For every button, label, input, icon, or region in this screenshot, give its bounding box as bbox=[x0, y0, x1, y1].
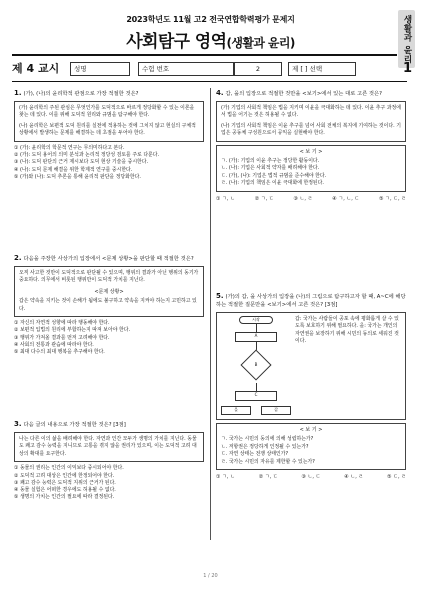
question-4-answer-4[interactable]: ④ ㄱ, ㄴ, ㄷ bbox=[332, 195, 360, 202]
question-3-choice-4[interactable]: ④ 동물 실험은 어떠한 경우에도 허용될 수 없다. bbox=[14, 487, 116, 494]
question-5-flowchart bbox=[221, 316, 291, 416]
question-2-choice-5[interactable]: ⑤ 최대 다수의 최대 행복을 추구해야 한다. bbox=[14, 349, 105, 356]
question-5-passage: 갑: 국가는 사람들이 공포 속에 평화롭게 살 수 있도록 보호하기 위해 필요하다. 을: 국가는 개인의 자연권을 보장하기 위해 시민의 동의로 세워진 것이다. bbox=[295, 316, 399, 345]
flowchart-node-c: C bbox=[235, 391, 277, 401]
question-1-passage-ga: (가) 윤리학의 주된 관심은 무엇인가를 도덕적으로 바르게 정당화할 수 있는 이론을 찾는 데 있다. 이를 위해 도덕적 원리와 규범을 탐구해야 한다. bbox=[19, 105, 195, 119]
question-5-answer-4[interactable]: ④ ㄴ, ㄹ bbox=[344, 474, 364, 481]
question-4-answer-1[interactable]: ① ㄱ, ㄴ bbox=[216, 195, 235, 202]
question-1-number: 1. bbox=[14, 89, 22, 97]
question-1-choice-1[interactable]: ① (가): 윤리학의 학문적 연구는 무의미하다고 본다. bbox=[14, 144, 125, 151]
question-2-choice-3[interactable]: ③ 행위가 가져올 결과를 먼저 고려해야 한다. bbox=[14, 334, 110, 341]
page-number: 1 bbox=[402, 61, 412, 76]
info-row bbox=[12, 60, 412, 78]
info-rule bbox=[12, 81, 407, 82]
flowchart-end-gap: 갑 bbox=[261, 406, 291, 415]
question-4-text: 갑, 을의 입장으로 적절한 것만을 <보기>에서 있는 대로 고른 것은? bbox=[225, 91, 382, 97]
question-3-choice-1[interactable]: ① 동물의 권리는 인간의 이익보다 중시되어야 한다. bbox=[14, 465, 124, 472]
question-2-number: 2. bbox=[14, 254, 22, 262]
exam-title: 2023학년도 11월 고2 전국연합학력평가 문제지 bbox=[126, 15, 295, 24]
question-2-passage-box bbox=[14, 266, 204, 317]
column-divider bbox=[210, 88, 211, 540]
flowchart-node-b: B bbox=[254, 362, 258, 367]
question-5-stem bbox=[216, 292, 406, 309]
question-4-passage-box bbox=[216, 101, 406, 142]
question-5-bogi-2: ㄴ. 저항권은 정당하게 인정될 수 있는가? bbox=[221, 443, 309, 450]
question-5-answer-5[interactable]: ⑤ ㄷ, ㄹ bbox=[387, 474, 406, 481]
flowchart-node-a: A bbox=[235, 332, 277, 342]
question-2-situation-title: <문제 상황> bbox=[94, 288, 124, 295]
question-2-choice-2[interactable]: ② 보편적 입법의 원리에 부합하는지 따져 보아야 한다. bbox=[14, 327, 131, 334]
question-3-passage-box bbox=[14, 432, 204, 462]
question-2-choice-1[interactable]: ① 자신의 자연적 성향에 따라 행동해야 한다. bbox=[14, 320, 110, 327]
question-5-answer-3[interactable]: ③ ㄴ, ㄷ bbox=[301, 474, 321, 481]
question-4-passage-na: (나) 기업의 사회적 책임은 이윤 추구를 넘어 사회 전체의 복지에 기여하는 것이다. 기업은 공동체 구성원으로서 공익을 실현해야 한다. bbox=[221, 122, 401, 137]
question-5-answer-1[interactable]: ① ㄱ, ㄴ bbox=[216, 474, 235, 481]
header-rule bbox=[12, 54, 397, 56]
question-5-text: (가)의 갑, 을 사상가의 입장을 (나)의 그림으로 탐구하고자 할 때, A~C에 해당하는 적절한 질문만을 <보기>에서 고른 것은? [3점] bbox=[216, 294, 406, 308]
question-1-passage-na: (나) 윤리학은 보편적 도덕 원리를 실천에 적용하는 것에 그치지 않고 현실의 구체적 상황에서 발생하는 문제를 해결하는 데 초점을 두어야 한다. bbox=[19, 122, 196, 137]
question-4-bogi-3: ㄷ. (가), (나): 기업은 법적 규범을 준수해야 한다. bbox=[221, 172, 327, 179]
question-3-choice-3[interactable]: ③ 쾌고 감수 능력은 도덕적 지위의 근거가 된다. bbox=[14, 479, 116, 486]
question-2-passage: 오직 사고한 것만이 도덕적으로 판단될 수 있으며, 행위의 결과가 아닌 행위의 동기가 중요하다. 의무에서 비롯된 행위만이 도덕적 가치를 지닌다. bbox=[19, 270, 199, 284]
question-4-passage-ga: (가) 기업의 사회적 책임은 법을 지키며 이윤을 극대화하는 데 있다. 이윤 추구 과정에서 법을 어기는 것은 허용될 수 없다. bbox=[221, 105, 401, 119]
question-5-answer-2[interactable]: ② ㄱ, ㄷ bbox=[258, 474, 278, 481]
name-label: 성명 bbox=[74, 65, 87, 73]
question-4-answer-5[interactable]: ⑤ ㄱ, ㄷ, ㄹ bbox=[379, 195, 406, 202]
flowchart-start: 시작 bbox=[239, 316, 273, 324]
flowchart-end-eul: 을 bbox=[221, 406, 251, 415]
question-1-choice-4[interactable]: ④ (나): 도덕 문제 해결을 위한 학제적 연구를 중시한다. bbox=[14, 166, 133, 173]
question-3-choice-2[interactable]: ② 도덕적 고려 대상은 인간에 한정되어야 한다. bbox=[14, 472, 115, 479]
exam-number-digit bbox=[234, 62, 282, 76]
question-5-bogi-1: ㄱ. 국가는 시민의 동의에 의해 성립하는가? bbox=[221, 436, 314, 443]
question-5-passage-box bbox=[216, 312, 406, 420]
question-2-text: 다음을 주장한 사상가의 입장에서 <문제 상황>을 판단할 때 적절한 것은? bbox=[23, 256, 194, 262]
question-1-choice-3[interactable]: ③ (나): 도덕 판단의 근거 제시보다 도덕 현상 기술을 중시한다. bbox=[14, 159, 149, 166]
question-3-passage: 나는 다른 이의 삶을 배려해야 한다. 자연과 인간 모두가 생명의 가치를 지닌다. 동물도 쾌고 감수 능력을 지니므로 고통을 겪지 않을 권리가 있으며, 이는 도덕적 고려 대상의 확대를 요구한다. bbox=[19, 436, 197, 457]
question-4-stem bbox=[216, 89, 406, 98]
question-5-bogi-4: ㄹ. 국가는 시민의 자유를 제한할 수 있는가? bbox=[221, 458, 315, 465]
subject-main: 사회탐구 영역 bbox=[126, 32, 227, 52]
question-1-text: (가), (나)의 윤리학적 관점으로 가장 적절한 것은? bbox=[23, 91, 139, 97]
question-1-choice-5[interactable]: ⑤ (가)와 (나): 도덕 추론을 통해 윤리적 판단을 정당화한다. bbox=[14, 173, 141, 180]
question-4 bbox=[216, 89, 406, 203]
question-5-answer-row bbox=[216, 473, 406, 481]
flowchart-connector bbox=[256, 383, 257, 391]
question-4-bogi-2: ㄴ. (나): 기업은 사회적 약자를 배려해야 한다. bbox=[221, 165, 320, 172]
exam-number-label: 수험 번호 bbox=[142, 65, 170, 73]
subject-sub: (생활과 윤리) bbox=[226, 36, 295, 50]
question-1-stem bbox=[14, 89, 204, 98]
question-4-answer-2[interactable]: ② ㄱ, ㄷ bbox=[254, 195, 274, 202]
question-3-number: 3. bbox=[14, 420, 22, 428]
question-5-bogi-3: ㄷ. 자연 상태는 전쟁 상태인가? bbox=[221, 451, 289, 458]
page-footer: 1 / 20 bbox=[203, 573, 218, 579]
exam-number-field[interactable] bbox=[138, 62, 234, 76]
name-field[interactable] bbox=[70, 62, 130, 76]
question-4-bogi-4: ㄹ. (나): 기업의 책임은 이윤 극대화에 한정된다. bbox=[221, 180, 324, 187]
question-2-stem bbox=[14, 254, 204, 263]
question-4-bogi-box bbox=[216, 145, 406, 192]
question-1 bbox=[14, 89, 204, 181]
question-4-bogi-title: < 보 기 > bbox=[299, 148, 323, 155]
question-1-choice-2[interactable]: ② (가): 도덕 용어의 의미 분석과 논리적 정당성 검토를 주로 다룬다. bbox=[14, 151, 160, 158]
question-4-bogi-1: ㄱ. (가): 기업의 이윤 추구는 정당한 활동이다. bbox=[221, 158, 320, 165]
question-2-choice-4[interactable]: ④ 사회의 전통과 관습에 따라야 한다. bbox=[14, 341, 94, 348]
question-4-answer-3[interactable]: ③ ㄴ, ㄹ bbox=[293, 195, 313, 202]
question-5-bogi-title: < 보 기 > bbox=[299, 427, 323, 433]
digit-label: 2 bbox=[255, 65, 261, 73]
exam-period: 제 4 교시 bbox=[12, 62, 60, 75]
question-3-stem bbox=[14, 420, 204, 429]
question-2-situation: 갑은 약속을 지키는 것이 손해가 됨에도 불구하고 약속을 지켜야 하는지 고민하고 있다. bbox=[19, 298, 197, 312]
question-2 bbox=[14, 254, 204, 357]
question-5-bogi-box bbox=[216, 423, 406, 470]
question-5 bbox=[216, 292, 406, 481]
question-4-number: 4. bbox=[216, 89, 224, 97]
question-1-passage-box bbox=[14, 101, 204, 142]
subject-side-tab: 생활과 윤리 bbox=[398, 10, 415, 68]
flowchart-connector bbox=[256, 324, 257, 332]
question-3 bbox=[14, 420, 204, 502]
question-4-answer-row bbox=[216, 195, 406, 203]
selection-label: 제 [ ] 선택 bbox=[292, 65, 323, 73]
question-3-text: 다음 글의 내용으로 가장 적절한 것은? [3점] bbox=[23, 422, 126, 428]
question-5-number: 5. bbox=[216, 292, 224, 300]
question-3-choice-5[interactable]: ⑤ 생명의 가치는 인간의 필요에 따라 결정된다. bbox=[14, 494, 115, 501]
subject-title bbox=[0, 27, 421, 52]
selection-field[interactable] bbox=[288, 62, 356, 76]
